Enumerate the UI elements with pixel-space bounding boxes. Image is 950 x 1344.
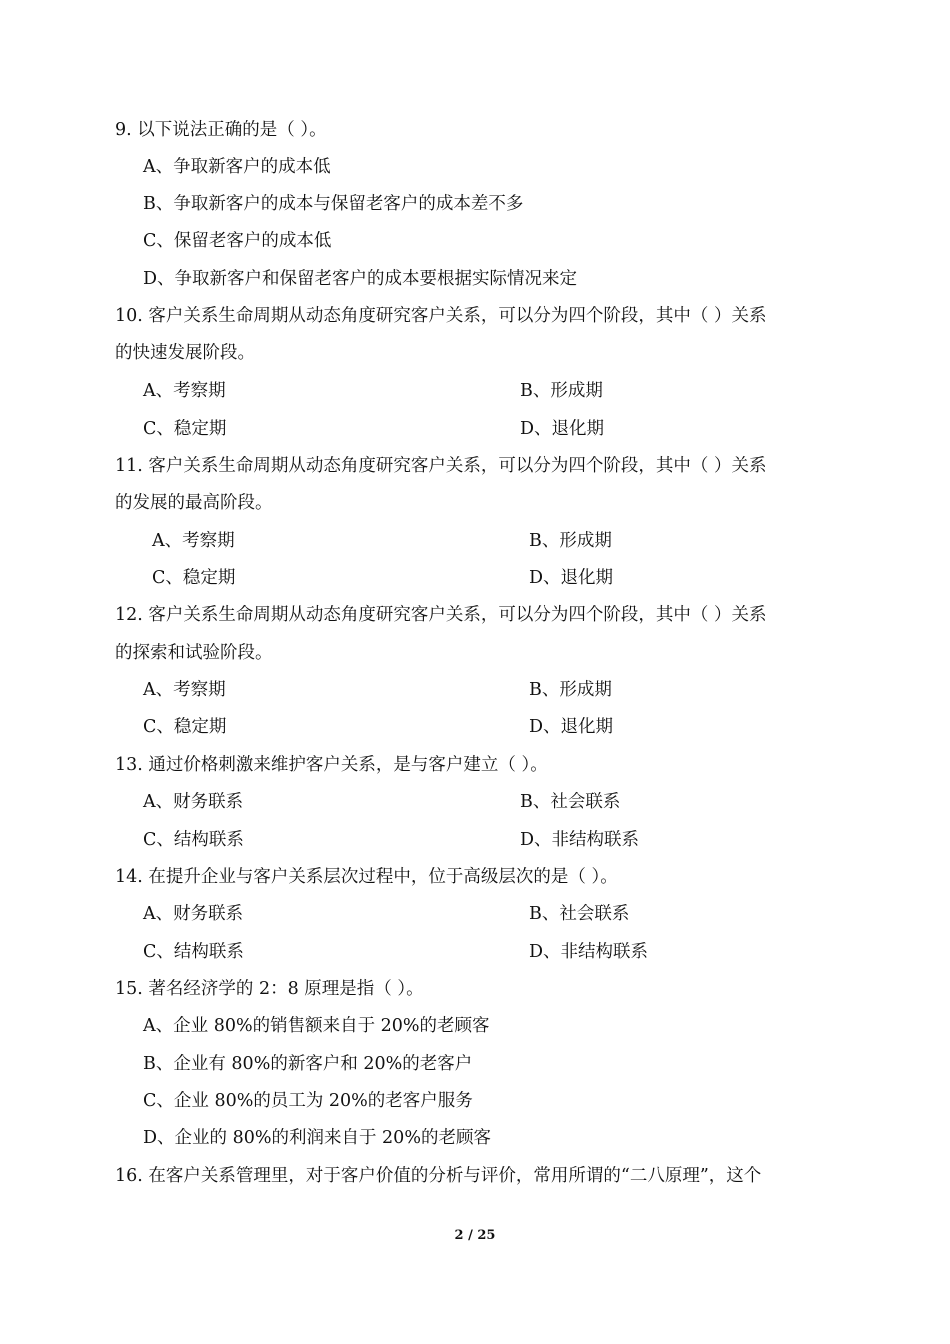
question-14: 14. 在提升企业与客户关系层次过程中，位于高级层次的是（ ）。 [115, 867, 618, 887]
question-12-line-2: 的探索和试验阶段。 [115, 643, 273, 663]
question-13-option-c: C、结构联系 [143, 830, 244, 850]
question-15-option-c: C、企业 80%的员工为 20%的老客户服务 [143, 1091, 473, 1111]
question-11-option-a: A、考察期 [152, 531, 235, 551]
question-15-option-b: B、企业有 80%的新客户和 20%的老客户 [143, 1054, 473, 1074]
question-10-option-a: A、考察期 [143, 381, 226, 401]
question-12-option-c: C、稳定期 [143, 717, 227, 737]
question-11-line-1: 11. 客户关系生命周期从动态角度研究客户关系，可以分为四个阶段，其中（ ）关系 [115, 456, 767, 476]
question-14-option-d: D、非结构联系 [529, 942, 649, 962]
question-10-line-1: 10. 客户关系生命周期从动态角度研究客户关系，可以分为四个阶段，其中（ ）关系 [115, 306, 767, 326]
page-number: 2 / 25 [454, 1228, 496, 1243]
question-12-option-a: A、考察期 [143, 680, 226, 700]
question-9-option-b: B、争取新客户的成本与保留老客户的成本差不多 [143, 194, 524, 214]
question-11-option-c: C、稳定期 [152, 568, 236, 588]
question-15-option-d: D、企业的 80%的利润来自于 20%的老顾客 [143, 1128, 491, 1148]
question-13-option-b: B、社会联系 [520, 792, 621, 812]
question-14-option-a: A、财务联系 [143, 904, 244, 924]
question-16-line-1: 16. 在客户关系管理里，对于客户价值的分析与评价，常用所谓的“二八原理”，这个 [115, 1166, 762, 1186]
question-9-option-a: A、争取新客户的成本低 [143, 157, 331, 177]
question-13-option-a: A、财务联系 [143, 792, 244, 812]
question-12-option-d: D、退化期 [529, 717, 614, 737]
question-9-option-d: D、争取新客户和保留老客户的成本要根据实际情况来定 [143, 269, 578, 289]
question-10-option-c: C、稳定期 [143, 419, 227, 439]
question-12-line-1: 12. 客户关系生命周期从动态角度研究客户关系，可以分为四个阶段，其中（ ）关系 [115, 605, 767, 625]
question-14-option-b: B、社会联系 [529, 904, 630, 924]
question-15-option-a: A、企业 80%的销售额来自于 20%的老顾客 [143, 1016, 490, 1036]
question-10-option-b: B、形成期 [520, 381, 603, 401]
question-11-option-d: D、退化期 [529, 568, 614, 588]
question-10-line-2: 的快速发展阶段。 [115, 343, 255, 363]
question-9-option-c: C、保留老客户的成本低 [143, 231, 332, 251]
question-11-line-2: 的发展的最高阶段。 [115, 493, 273, 513]
question-12-option-b: B、形成期 [529, 680, 612, 700]
question-11-option-b: B、形成期 [529, 531, 612, 551]
question-10-option-d: D、退化期 [520, 419, 605, 439]
question-13: 13. 通过价格刺激来维护客户关系，是与客户建立（ ）。 [115, 755, 548, 775]
question-15: 15. 著名经济学的 2：8 原理是指（ ）。 [115, 979, 424, 999]
question-9: 9. 以下说法正确的是（ ）。 [115, 120, 327, 140]
question-13-option-d: D、非结构联系 [520, 830, 640, 850]
question-14-option-c: C、结构联系 [143, 942, 244, 962]
